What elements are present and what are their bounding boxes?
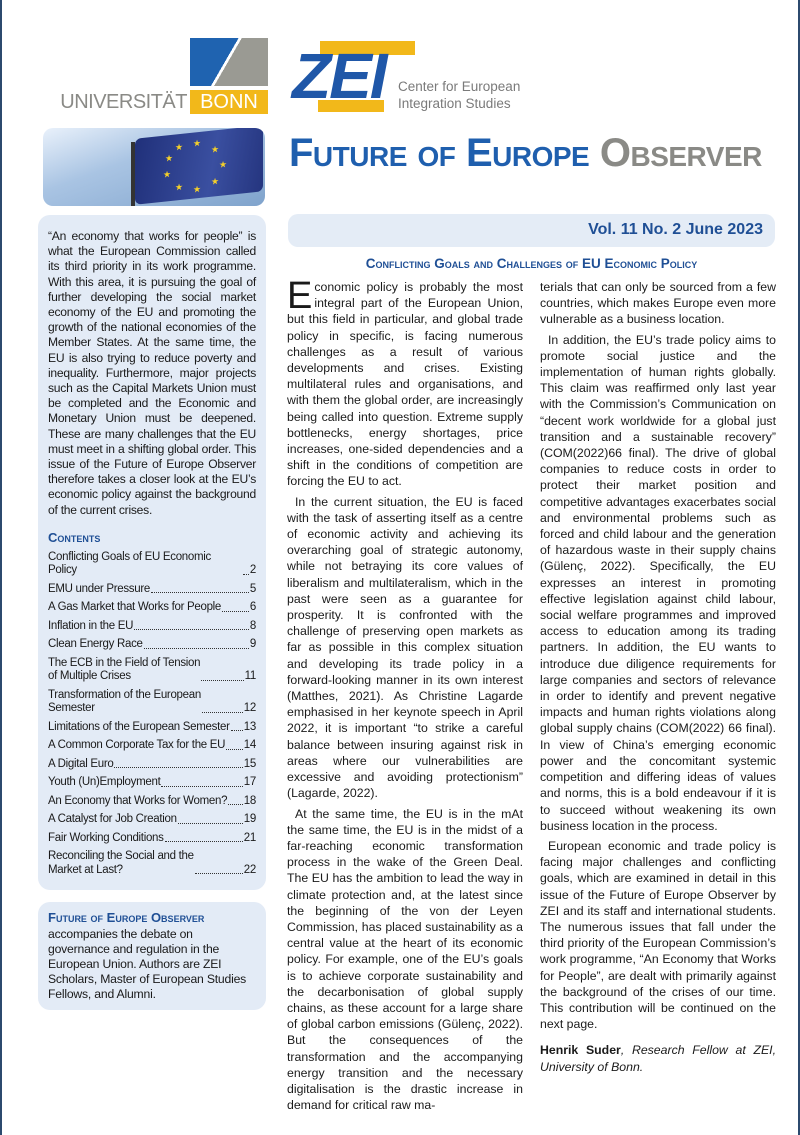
toc-item[interactable] (48, 620, 256, 634)
toc-item[interactable] (48, 850, 256, 877)
paragraph: terials that can only be sourced from a few countries, which makes Europe even more vulnerable as a business location. (540, 280, 776, 327)
toc-title: A Common Corporate Tax for the EU (48, 739, 226, 752)
dot-leader (165, 841, 243, 842)
toc-item[interactable] (48, 813, 256, 827)
about-heading: Future of Europe Observer (48, 910, 205, 926)
toc-page: 5 (249, 582, 256, 595)
toc-item[interactable] (48, 583, 256, 597)
toc-title: Reconciling the Social and the Market at Last? (48, 850, 194, 876)
toc-item[interactable] (48, 832, 256, 846)
toc-item[interactable] (48, 739, 256, 753)
paragraph: In addition, the EU’s trade policy aims to promote social justice and the implementation of human rights globally. This claim was reaffirmed only last year with the Commission’s Communication on “decent work worldwide for a global just transition and a sustainable recovery” (COM(2022)66 final). The drive of global companies to reduce costs in order to protect their market position and competitive advantages exacerbates social and environmental problems such as forced and child labour and the generation of hazardous waste in their supply chains (Gülenç, 2022). Specifically, the EU expresses an interest in promoting effective legislation against child labour, social welfare programmes and improved access to education among its trading partners. In addition, the EU wants to introduce due diligence requirements for large companies and sectors of relevance in order to identify and prevent negative impacts and human rights violations along global supply chains (COM(2022) 66 final). In view of China’s emerging economic power and the concomitant systemic competition and differing ideas of values and norms, this is a bold endeavour if it is to succeed without weakening its own business location in the process. (540, 332, 776, 833)
eu-flag-image: ★ ★ ★ ★ ★ ★ ★ ★ ★ (43, 128, 265, 206)
dot-leader (161, 786, 242, 787)
toc-page: 9 (249, 638, 256, 651)
dot-leader (195, 873, 243, 874)
bonn-logo-box: BONN (190, 90, 268, 114)
dot-leader (151, 592, 249, 593)
dot-leader (222, 611, 249, 612)
sidebar (38, 215, 266, 1010)
toc-title: Fair Working Conditions (48, 831, 164, 844)
drop-cap: E (287, 275, 313, 317)
toc-item[interactable] (48, 721, 256, 735)
contents-heading: Contents (48, 529, 101, 545)
author-line: Henrik Suder, Research Fellow at ZEI, University of Bonn. (540, 1043, 776, 1074)
toc-page: 6 (249, 601, 256, 614)
issue-label: Vol. 11 No. 2 June 2023 (588, 221, 763, 238)
toc-page: 11 (244, 670, 256, 683)
dot-leader (202, 712, 243, 713)
dot-leader (134, 629, 249, 630)
university-bonn-logo (38, 38, 268, 114)
toc-title: Conflicting Goals of EU Economic Policy (48, 550, 211, 577)
toc-title: Inflation in the EU (48, 619, 134, 632)
toc-page: 2 (249, 564, 256, 577)
toc-page: 13 (243, 720, 256, 733)
publication-title: Future of Europe Observer (289, 131, 762, 175)
dot-leader (114, 767, 242, 768)
toc-page: 18 (243, 794, 256, 807)
issue-bar (288, 214, 775, 247)
dot-leader (178, 823, 243, 824)
dot-leader (231, 730, 243, 731)
toc-item[interactable] (48, 795, 256, 809)
zei-subtitle: Center for European Integration Studies (398, 79, 521, 111)
dot-leader (228, 804, 243, 805)
toc-title: Limitations of the European Semester (48, 720, 230, 733)
table-of-contents (48, 551, 256, 878)
toc-title: An Economy that Works for Women? (48, 794, 228, 807)
page-edge-left (0, 0, 2, 1135)
toc-page: 12 (243, 702, 256, 715)
paragraph: At the same time, the EU is in the mAt the same time, the EU is in the midst of a far-reaching economic transformation process in the wake of the Green Deal. The EU has the ambition to lead the way in climate protection and, at the latest since the beginning of the von der Leyen Commission, has placed sustainability as a central value at the heart of its economic policy. For example, one of the EU’s goals is to achieve corporate sustainability and the decarbonisation of global supply chains, as these account for a large share of global carbon emissions (Gülenç, 2022). But the consequences of the transformation and the accompanying energy transition and the necessary digitalisation is the drastic increase in demand for critical raw ma- (287, 806, 523, 1113)
toc-title: A Catalyst for Job Creation (48, 813, 177, 826)
about-box (38, 902, 266, 1010)
toc-title: A Gas Market that Works for People (48, 601, 222, 614)
intro-sidebar (38, 215, 266, 890)
toc-item[interactable] (48, 551, 256, 578)
toc-item[interactable] (48, 689, 256, 716)
toc-item[interactable] (48, 758, 256, 772)
paragraph: Economic policy is probably the most integral part of the European Union, but this field in particular, and global trade policy in specific, is facing numerous challenges as a result of various developments and crises. Existing multilateral rules and organisations, and with them the global order, are increasingly being called into question. Extreme supply bottlenecks, energy shortages, price increases, one-sided dependencies and a shift in the conditions of competition are forcing the EU to act. (287, 275, 523, 489)
toc-title: Transformation of the European Semester (48, 688, 201, 715)
toc-page: 17 (243, 776, 256, 789)
about-text: accompanies the debate on governance and regulation in the European Union. Authors are ZEI Scholars, Master of European Studies Fellows, and Alumni. (48, 927, 247, 1002)
toc-page: 14 (243, 739, 256, 752)
toc-title: The ECB in the Field of Tension of Multiple Crises (48, 656, 201, 683)
dot-leader (144, 648, 249, 649)
toc-page: 19 (243, 813, 256, 826)
toc-item[interactable] (48, 657, 256, 684)
toc-page: 21 (243, 831, 256, 844)
toc-title: EMU under Pressure (48, 582, 150, 595)
toc-item[interactable] (48, 601, 256, 615)
bonn-logo-mark (190, 38, 268, 86)
toc-title: Clean Energy Race (48, 638, 143, 651)
article-title: Conflicting Goals and Challenges of EU Economic Policy (365, 256, 698, 271)
toc-page: 8 (249, 619, 256, 632)
toc-title: A Digital Euro (48, 757, 114, 770)
article-column-1 (287, 275, 523, 1117)
toc-page: 15 (243, 757, 256, 770)
toc-item[interactable] (48, 638, 256, 652)
toc-page: 22 (243, 863, 256, 876)
article-column-2 (540, 279, 776, 1079)
zei-logo: ZEI Center for European Integration Studies (292, 40, 521, 112)
dot-leader (201, 680, 243, 681)
toc-item[interactable] (48, 776, 256, 790)
paragraph: European economic and trade policy is facing major challenges and conflicting goals, which are examined in detail in this issue of the Future of Europe Observer by ZEI and its staff and international students. The numerous issues that fall under the third priority of the European Commission’s work programme, “An Economy that Works for People”, are dealt with primarily against the background of the crises of our time. This contribution will be continued on the next page. (540, 838, 776, 1032)
dot-leader (226, 749, 243, 750)
intro-text: “An economy that works for people” is what the European Commission called its third priority in its work programme. With this area, it is pursuing the goal of further developing the social market economy of the EU and promoting the growth of the national economies of the Member States. At the same time, the EU is also trying to reduce poverty and inequality. Furthermore, major projects such as the Capital Markets Union must be completed and the Economic and Monetary Union must be deepened. These are many challenges that the EU must meet in a shifting global order. This issue of the Future of Europe Observer therefore takes a closer look at the EU’s economic policy against the background of the current crises. (48, 229, 256, 517)
bonn-logo-text: UNIVERSITÄT (60, 91, 187, 113)
paragraph: In the current situation, the EU is faced with the task of asserting itself as a centre of economic activity and achieving its overarching goal of strategic autonomy, while not betraying its core values of liberalism and multilateralism, which in the past were seen as a guarantee for prosperity. It is confronted with the challenge of preserving open markets as far as possible in this complex situation and developing its trade policy in a forward-looking manner in its own interest (Matthes, 2021). As Christine Lagarde emphasised in her keynote speech in April 2022, it is important “to strike a careful balance between insuring against risk in areas where our vulnerabilities are excessive and avoiding protectionism” (Lagarde, 2022). (287, 494, 523, 801)
dot-leader (243, 574, 249, 575)
toc-title: Youth (Un)Employment (48, 776, 161, 789)
